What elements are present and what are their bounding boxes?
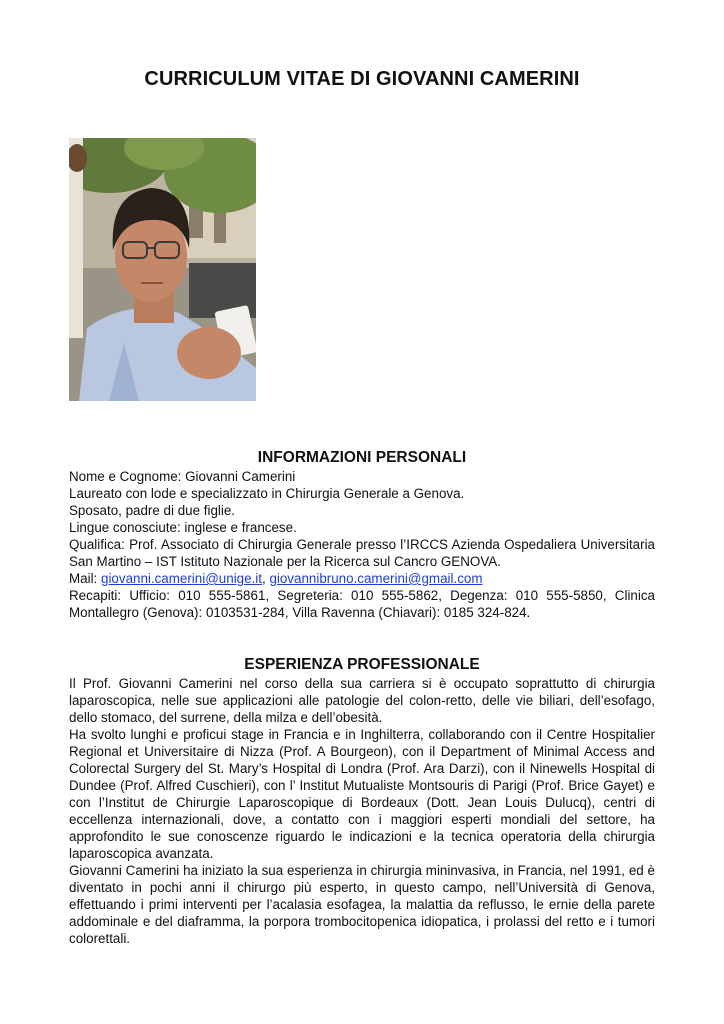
mail-link-unige[interactable]: giovanni.camerini@unige.it (101, 571, 262, 586)
experience-paragraph-2: Ha svolto lunghi e proficui stage in Francia e in Inghilterra, collaborando con il Centre Hospitalier Regional et Universitaire di Nizza (Prof. A Bourgeon), con il Department of Minimal Access and Colorectal Surgery del St. Mary’s Hospital di Londra (Prof. Ara Darzi), con il Ninewells Hospital di Dundee (Prof. Alfred Cuschieri), con l’ Institut Mutualiste Montsouris di Parigi (Prof. Brice Gayet) e con l’Institut de Chirurgie Laparoscopique di Bordeaux (Dott. Jean Louis Dulucq), centri di eccellenza internazionali, dove, a contatto con i maggiori esperti mondiali del settore, ha approfondito le sue conoscenze riguardo le indicazioni e la tecnica operatoria della chirurgia laparoscopica avanzata. (69, 727, 655, 861)
education-line: Laureato con lode e specializzato in Chirurgia Generale a Genova. (69, 486, 465, 501)
name-line: Nome e Cognome: Giovanni Camerini (69, 469, 296, 484)
experience-paragraph-3: Giovanni Camerini ha iniziato la sua esperienza in chirurgia mininvasiva, in Francia, nel 1991, ed è diventato in pochi anni il chirurgo più esperto, in questo campo, nell’Università di Genova, effettuando i primi interventi per l’acalasia esofagea, la malattia da reflusso, le ernie della parete addominale e del diaframma, la porpora trombocitopenica idiopatica, i prolassi del retto e i tumori colorettali. (69, 863, 655, 946)
mail-separator: , (261, 571, 270, 586)
qualification-line: Qualifica: Prof. Associato di Chirurgia Generale presso l’IRCCS Azienda Ospedaliera Universitaria San Martino – IST Istituto Nazionale per la Ricerca sul Cancro GENOVA. (69, 537, 655, 569)
mail-line (69, 570, 655, 587)
personal-info-section (69, 468, 655, 621)
family-line: Sposato, padre di due figlie. (69, 503, 236, 518)
languages-line: Lingue conosciute: inglese e francese. (69, 520, 297, 535)
contacts-line: Recapiti: Ufficio: 010 555-5861, Segreteria: 010 555-5862, Degenza: 010 555-5850, Clinica Montallegro (Genova): 0103531-284, Villa Ravenna (Chiavari): 0185 324-824. (69, 588, 655, 620)
experience-paragraph-1: Il Prof. Giovanni Camerini nel corso della sua carriera si è occupato soprattutto di chirurgia laparoscopica, nelle sue applicazioni alle patologie del colon-retto, delle vie biliari, dell’esofago, dello stomaco, del surrene, della milza e dell’obesità. (69, 676, 655, 725)
page-title: CURRICULUM VITAE DI GIOVANNI CAMERINI (144, 68, 580, 90)
profile-photo (69, 138, 256, 401)
experience-heading: ESPERIENZA PROFESSIONALE (244, 656, 480, 673)
experience-section (69, 675, 655, 947)
mail-link-gmail[interactable]: giovannibruno.camerini@gmail.com (269, 571, 483, 586)
personal-info-heading: INFORMAZIONI PERSONALI (257, 449, 467, 466)
mail-label: Mail: (69, 571, 101, 586)
